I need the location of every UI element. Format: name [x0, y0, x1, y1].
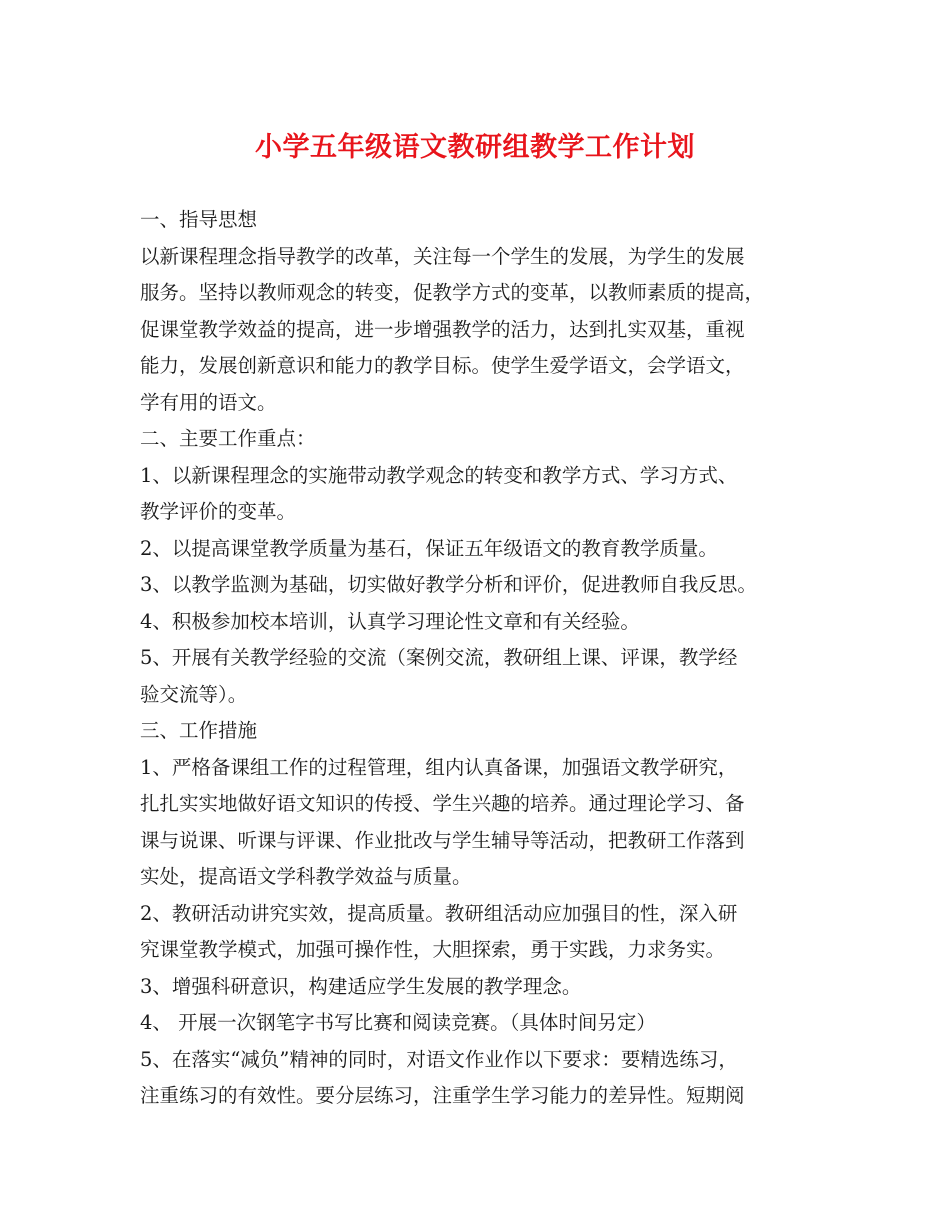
section-heading-work-measures: 三、工作措施 — [140, 719, 258, 742]
paragraph-line: 服务。坚持以教师观念的转变，促教学方式的变革，以教师素质的提高， — [140, 281, 765, 304]
list-item-line: 4、 开展一次钢笔字书写比赛和阅读竞赛。（具体时间另定） — [140, 1011, 656, 1034]
section-heading-key-work: 二、主要工作重点： — [140, 427, 316, 450]
list-item-line: 实处，提高语文学科教学效益与质量。 — [140, 865, 472, 888]
list-item-line: 1、严格备课组工作的过程管理，组内认真备课，加强语文教学研究， — [140, 755, 738, 779]
section-heading-guiding-ideology: 一、指导思想 — [140, 208, 258, 231]
list-item-line: 究课堂教学模式，加强可操作性，大胆探索，勇于实践，力求务实。 — [140, 938, 726, 961]
list-item-line: 2、教研活动讲究实效，提高质量。教研组活动应加强目的性，深入研 — [140, 901, 738, 925]
list-item-line: 3、增强科研意识，构建适应学生发展的教学理念。 — [140, 974, 582, 998]
list-item-line: 1、以新课程理念的实施带动教学观念的转变和教学方式、学习方式、 — [140, 463, 738, 487]
list-item-line: 教学评价的变革。 — [140, 500, 297, 523]
document-title: 小学五年级语文教研组教学工作计划 — [255, 132, 695, 163]
list-item-line: 课与说课、听课与评课、作业批改与学生辅导等活动，把教研工作落到 — [140, 828, 745, 852]
list-item-line: 4、积极参加校本培训，认真学习理论性文章和有关经验。 — [140, 609, 640, 633]
list-item-line: 5、开展有关教学经验的交流（案例交流，教研组上课、评课，教学经 — [140, 646, 738, 669]
list-item-line: 2、以提高课堂教学质量为基石，保证五年级语文的教育教学质量。 — [140, 536, 718, 560]
list-item-line: 3、以教学监测为基础，切实做好教学分析和评价，促进教师自我反思。 — [140, 573, 757, 596]
list-item-line: 扎扎实实地做好语文知识的传授、学生兴趣的培养。通过理论学习、备 — [140, 792, 745, 815]
list-item-line: 验交流等）。 — [140, 682, 248, 706]
paragraph-line: 能力，发展创新意识和能力的教学目标。使学生爱学语文，会学语文， — [140, 354, 745, 377]
list-item-line: 5、在落实“减负”精神的同时，对语文作业作以下要求：要精选练习， — [140, 1047, 738, 1071]
document-body — [140, 202, 830, 1115]
list-item-line: 注重练习的有效性。要分层练习，注重学生学习能力的差异性。短期阅 — [140, 1084, 745, 1107]
paragraph-line: 学有用的语文。 — [140, 390, 277, 414]
paragraph-line: 以新课程理念指导教学的改革，关注每一个学生的发展，为学生的发展 — [140, 244, 745, 268]
paragraph-line: 促课堂教学效益的提高，进一步增强教学的活力，达到扎实双基，重视 — [140, 317, 745, 341]
